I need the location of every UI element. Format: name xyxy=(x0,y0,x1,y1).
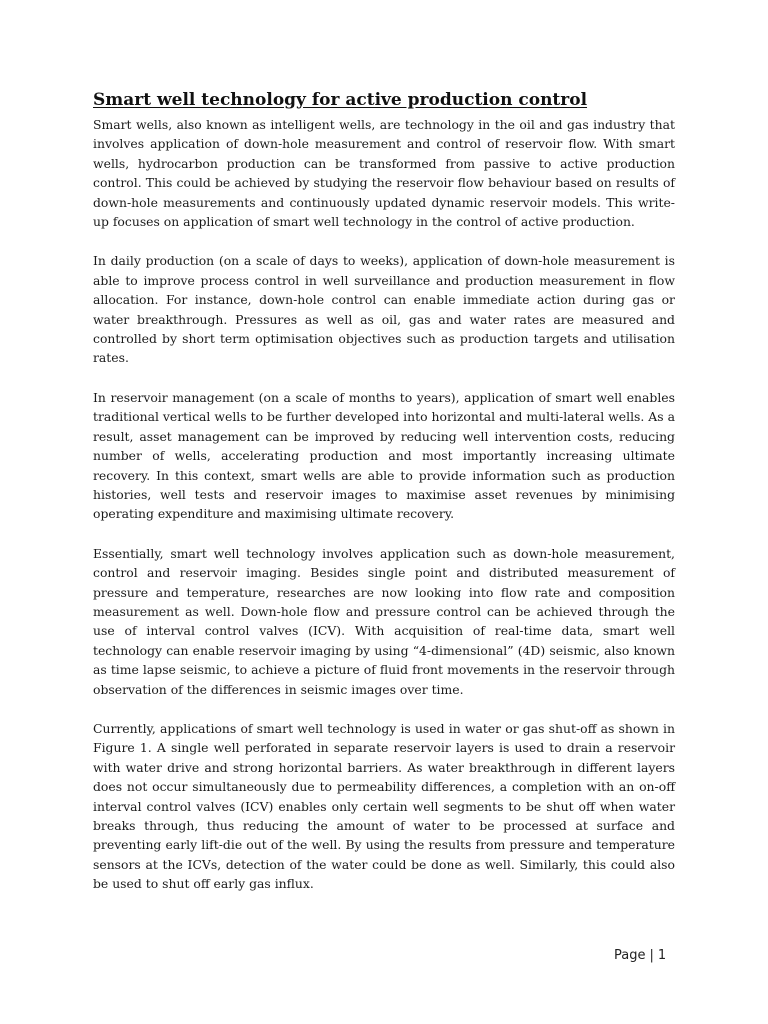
document-title: Smart well technology for active production control xyxy=(93,90,588,110)
paragraph-reservoir-management: In reservoir management (on a scale of months to years), application of smart well enables traditional vertical wells to be further developed into horizontal and multi-lateral wells. As a result, asset management can be improved by reducing well intervention costs, reducing number of wells, accelerating production and most importantly increasing ultimate recovery. In this context, smart wells are able to provide information such as production histories, well tests and reservoir images to maximise asset revenues by minimising operating expenditure and maximising ultimate recovery. xyxy=(93,389,675,522)
page-number: 1 xyxy=(657,948,667,963)
document-body xyxy=(93,89,675,914)
page-label: Page xyxy=(614,948,646,963)
page-separator: | xyxy=(649,948,654,963)
paragraph-intro: Smart wells, also known as intelligent wells, are technology in the oil and gas industry that involves application of down-hole measurement and control of reservoir flow. With smart wells, hydrocarbon production can be transformed from passive to active production control. This could be achieved by studying the reservoir flow behaviour based on results of down-hole measurements and continuously updated dynamic reservoir models. This write-up focuses on application of smart well technology in the control of active production. xyxy=(93,117,675,230)
paragraph-technology-applications: Essentially, smart well technology involves application such as down-hole measurement, control and reservoir imaging. Besides single point and distributed measurement of pressure and temperature, researches are now looking into flow rate and composition measurement as well. Down-hole flow and pressure control can be achieved through the use of interval control valves (ICV). With acquisition of real-time data, smart well technology can enable reservoir imaging by using “4-dimensional” (4D) seismic, also known as time lapse seismic, to achieve a picture of fluid front movements in the reservoir through observation of the differences in seismic images over time. xyxy=(93,545,675,697)
page-footer xyxy=(614,947,666,965)
paragraph-daily-production: In daily production (on a scale of days to weeks), application of down-hole measurement is able to improve process control in well surveillance and production measurement in flow allocation. For instance, down-hole control can enable immediate action during gas or water breakthrough. Pressures as well as oil, gas and water rates are measured and controlled by short term optimisation objectives such as production targets and utilisation rates. xyxy=(93,253,675,366)
paragraph-shut-off: Currently, applications of smart well technology is used in water or gas shut-off as shown in Figure 1. A single well perforated in separate reservoir layers is used to drain a reservoir with water drive and strong horizontal barriers. As water breakthrough in different layers does not occur simultaneously due to permeability differences, a completion with an on-off interval control valves (ICV) enables only certain well segments to be shut off when water breaks through, thus reducing the amount of water to be processed at surface and preventing early lift-die out of the well. By using the results from pressure and temperature sensors at the ICVs, detection of the water could be done as well. Similarly, this could also be used to shut off early gas influx. xyxy=(93,720,675,892)
